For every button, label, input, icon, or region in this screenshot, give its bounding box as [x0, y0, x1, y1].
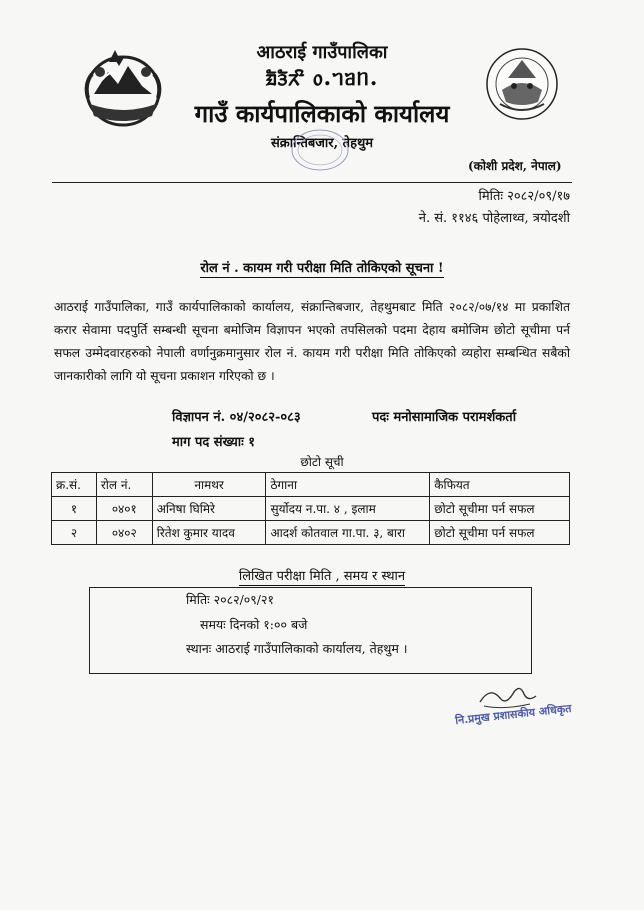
table-row: [52, 497, 570, 521]
shortlist-title: छोटो सूची: [300, 455, 344, 469]
cell-serial: १: [52, 497, 97, 521]
municipality-name: आठराई गाउँपालिका: [256, 42, 388, 63]
header-roll: रोल नं.: [96, 473, 152, 497]
demand-count: माग पद संख्याः १: [172, 435, 256, 450]
exam-details-box: [89, 587, 532, 674]
nepal-samvat-date: ने. सं. ११४६ पोहेलाथ्व, त्रयोदशी: [418, 211, 570, 226]
province-label: (कोशी प्रदेश, नेपाल): [468, 159, 562, 173]
cell-roll: ०४०१: [96, 497, 152, 521]
cell-name: रितेश कुमार यादव: [152, 521, 266, 545]
limbu-script-name: ᤀᤠᤋᤠᤖᤡ ᥆.ᥐᥑᥒ.: [265, 65, 379, 91]
cell-remarks: छोटो सूचीमा पर्न सफल: [430, 497, 570, 521]
notice-subject-text: रोल नं . कायम गरी परीक्षा मिति तोकिएको सूचना !: [200, 261, 444, 276]
header-divider: [52, 182, 572, 183]
cell-address: आदर्श कोतवाल गा.पा. ३, बारा: [266, 521, 430, 545]
office-location: संक्रान्तिबजार, तेहथुम: [270, 136, 374, 151]
exam-heading-text: लिखित परीक्षा मिति , समय र स्थान: [238, 569, 406, 584]
header-address: ठेगाना: [266, 473, 430, 497]
officer-designation-stamp: नि.प्रमुख प्रशासकीय अधिकृत: [454, 701, 573, 728]
exam-date: मितिः २०८२/०९/२१: [186, 592, 274, 607]
cell-name: अनिषा घिमिरे: [152, 497, 266, 521]
exam-venue: स्थानः आठराई गाउँपालिकाको कार्यालय, तेहथुम ।: [186, 641, 408, 656]
cell-address: सुर्योदय न.पा. ४ , इलाम: [266, 497, 430, 521]
advertisement-number: विज्ञापन नं. ०४/२०८२-०८३: [172, 410, 301, 425]
office-name: गाउँ कार्यपालिकाको कार्यालय: [194, 99, 450, 128]
table-row: [52, 521, 570, 545]
cell-remarks: छोटो सूचीमा पर्न सफल: [430, 521, 570, 545]
exam-heading: [0, 566, 644, 584]
table-header-row: [52, 473, 570, 497]
notice-body: आठराई गाउँपालिका, गाउँ कार्यपालिकाको कार्यालय, संक्रान्तिबजार, तेहथुमबाट मिति २०८२/०७/१४ मा प्रकाशित करार सेवामा पदपुर्ति सम्बन्धी सूचना बमोजिम विज्ञापन भएको तपसिलको पदमा देहाय बमोजिम छोटो सूचीमा पर्न सफल उम्मेदवारहरुको नेपाली वर्णानुक्रमानुसार रोल नं. कायम गरी परीक्षा मिति तोकिएको व्यहोरा सम्बन्धित सबैको जानकारीको लागि यो सूचना प्रकाशन गरिएको छ ।: [54, 300, 570, 383]
header-remarks: कैफियत: [430, 473, 570, 497]
office-stamp: [290, 128, 350, 172]
cell-serial: २: [52, 521, 97, 545]
header-serial: क्र.सं.: [52, 473, 97, 497]
shortlist-table: [51, 472, 570, 545]
date-line: मितिः २०८२/०९/१७: [478, 189, 570, 204]
exam-time: समयः दिनको १:०० बजे: [200, 617, 308, 632]
cell-roll: ०४०२: [96, 521, 152, 545]
header-name: नामथर: [152, 473, 266, 497]
notice-subject: [0, 258, 644, 276]
post-name: पदः मनोसामाजिक परामर्शकर्ता: [372, 410, 517, 425]
